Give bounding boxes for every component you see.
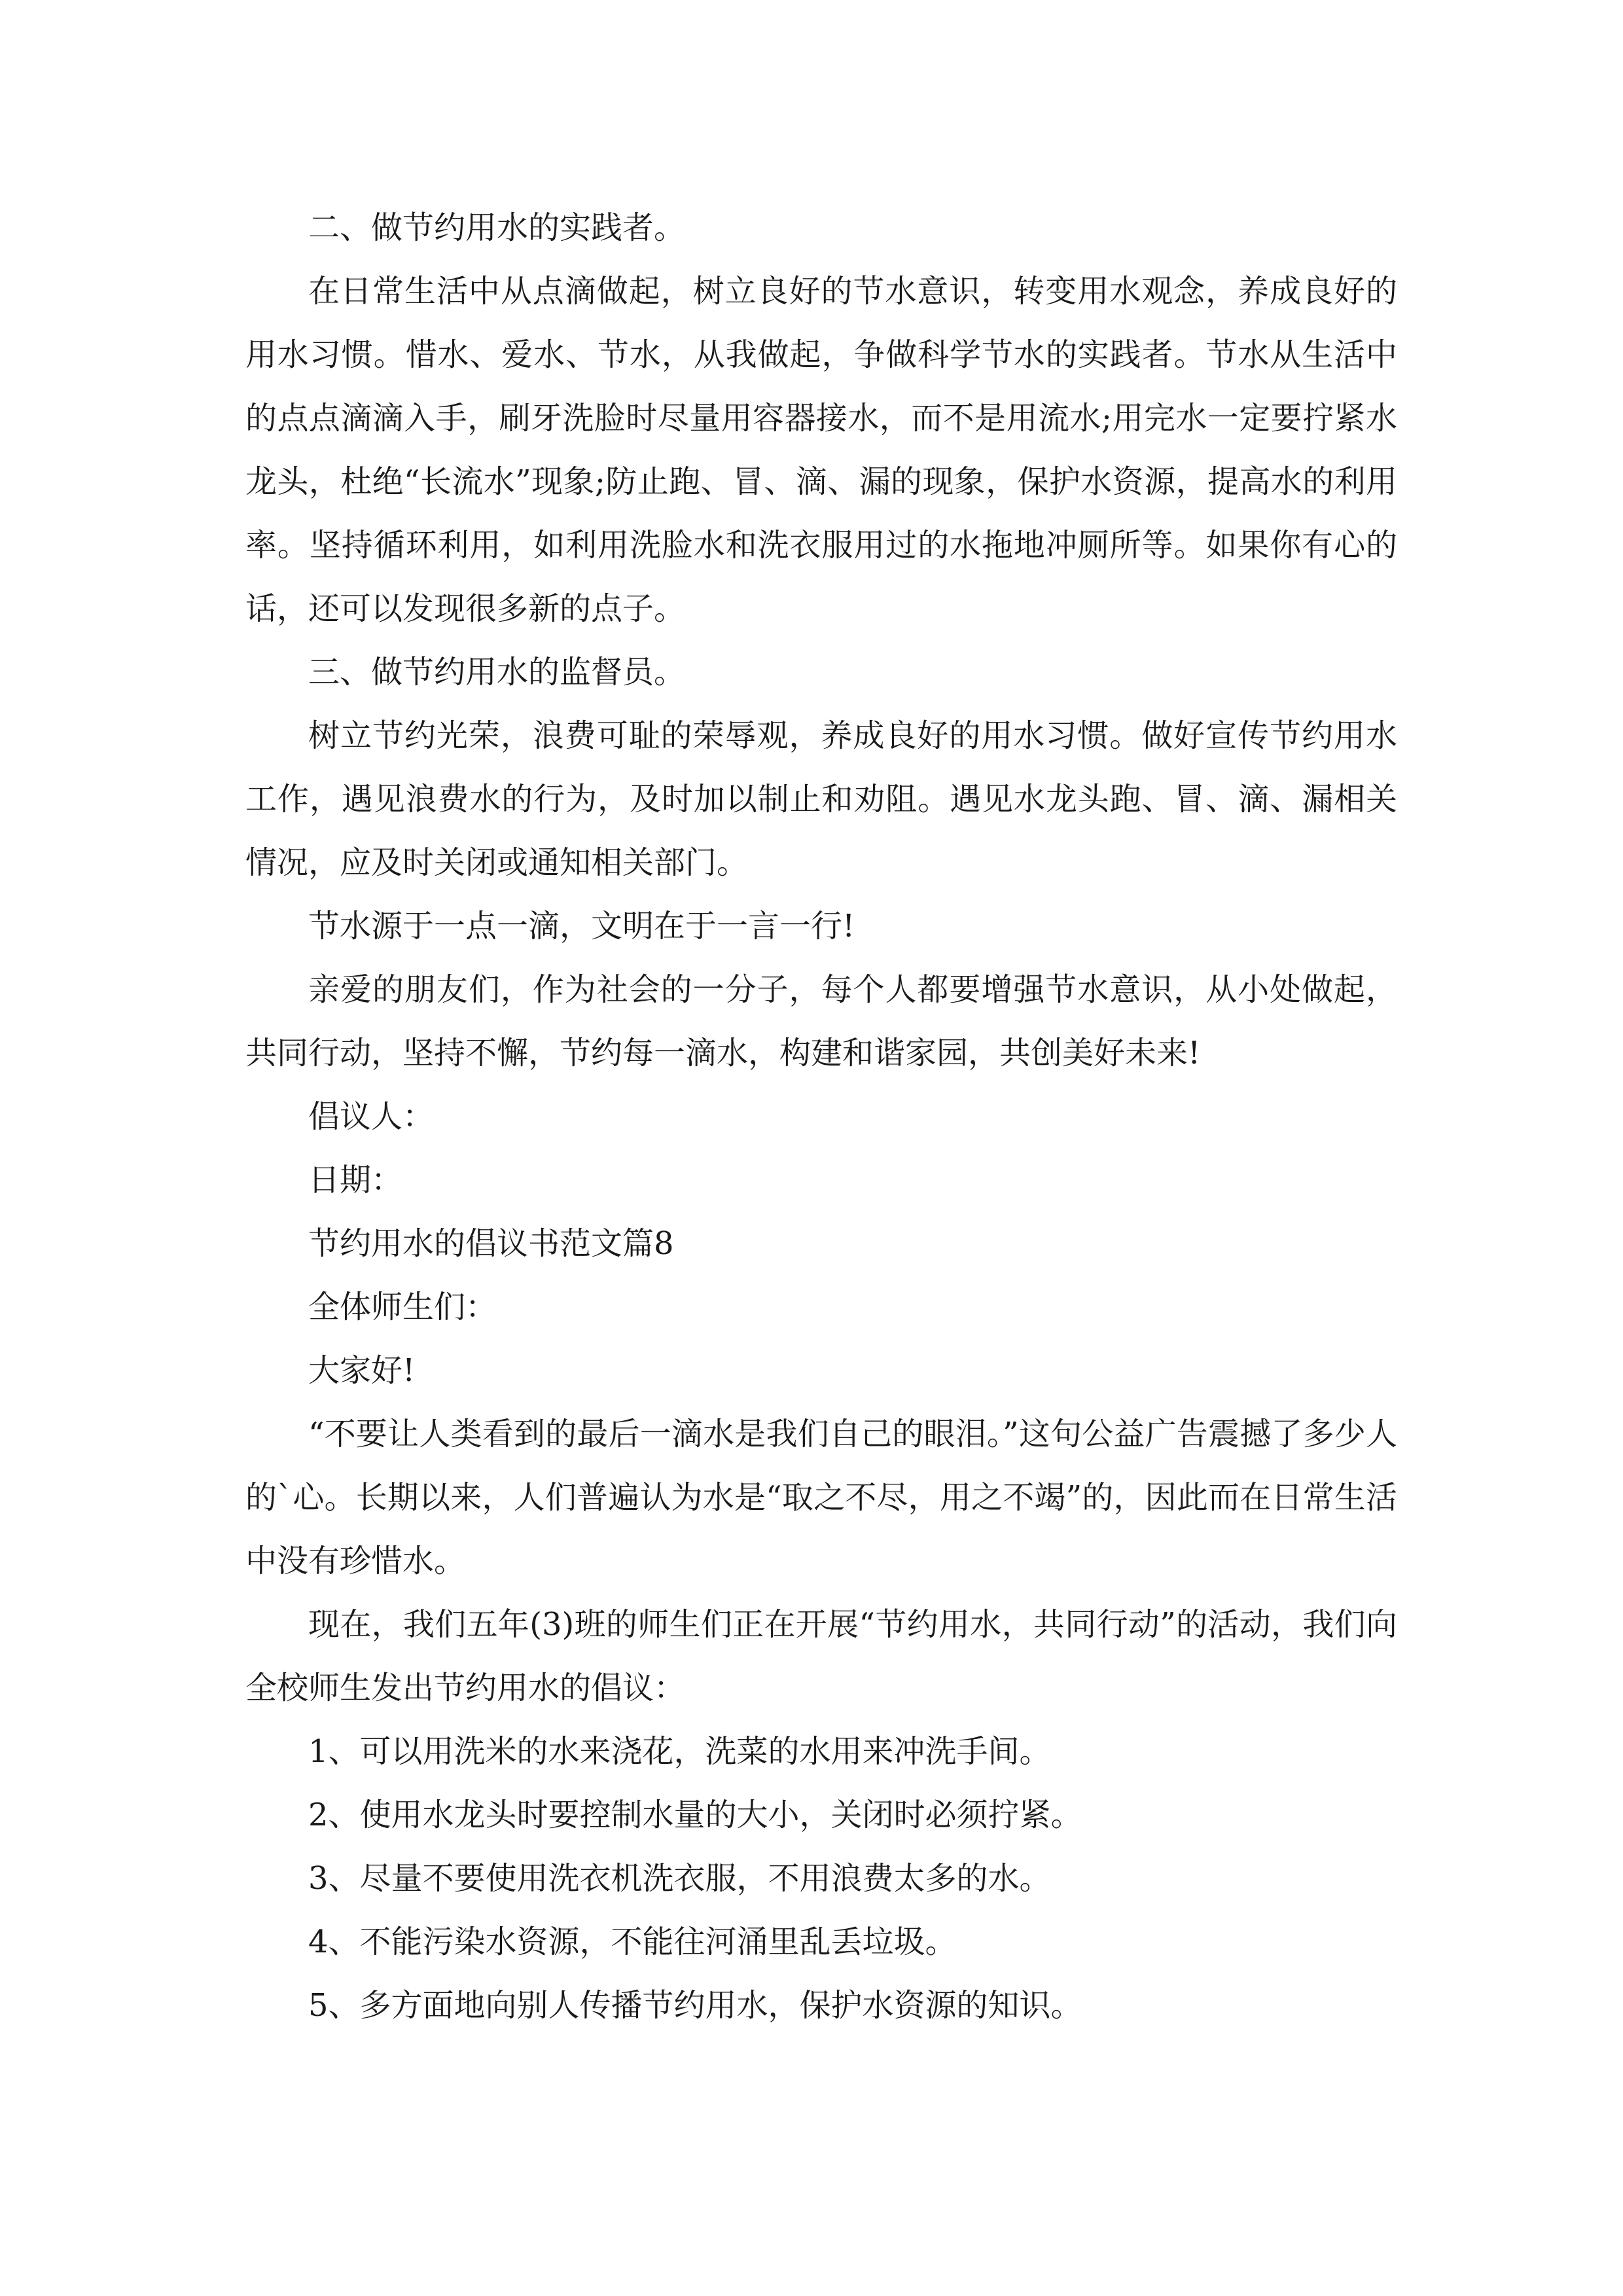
greeting: 大家好! bbox=[308, 1352, 416, 1389]
article-title: 节约用水的倡议书范文篇8 bbox=[308, 1225, 674, 1262]
section-heading-practice: 二、做节约用水的实践者。 bbox=[308, 209, 686, 246]
paragraph-slogan: 节水源于一点一滴，文明在于一言一行! bbox=[308, 908, 855, 944]
paragraph-appeal: 亲爱的朋友们，作为社会的一分子，每个人都要增强节水意识，从小处做起，共同行动，坚持不懈，节约每一滴水，构建和谐家园，共创美好未来! bbox=[245, 971, 1397, 1071]
document-body bbox=[245, 196, 1397, 2037]
salutation: 全体师生们： bbox=[308, 1289, 497, 1325]
paragraph-intro: “不要让人类看到的最后一滴水是我们自己的眼泪。”这句公益广告震撼了多少人的`心。长期以来，人们普遍认为水是“取之不尽，用之不竭”的，因此而在日常生活中没有珍惜水。 bbox=[245, 1416, 1397, 1579]
list-item: 5、多方面地向别人传播节约用水，保护水资源的知识。 bbox=[308, 1987, 1082, 2024]
paragraph-supervisor: 树立节约光荣，浪费可耻的荣辱观，养成良好的用水习惯。做好宣传节约用水工作，遇见浪费水的行为，及时加以制止和劝阻。遇见水龙头跑、冒、滴、漏相关情况，应及时关闭或通知相关部门。 bbox=[245, 717, 1397, 881]
list-item: 2、使用水龙头时要控制水量的大小，关闭时必须拧紧。 bbox=[308, 1797, 1082, 1833]
initiator-label: 倡议人： bbox=[308, 1098, 435, 1135]
list-item: 4、不能污染水资源，不能往河涌里乱丢垃圾。 bbox=[308, 1924, 957, 1960]
list-item: 3、尽量不要使用洗衣机洗衣服，不用浪费太多的水。 bbox=[308, 1860, 1051, 1897]
paragraph-practice: 在日常生活中从点滴做起，树立良好的节水意识，转变用水观念，养成良好的用水习惯。惜水、爱水、节水，从我做起，争做科学节水的实践者。节水从生活中的点点滴滴入手，刷牙洗脸时尽量用容器接水，而不是用流水;用完水一定要拧紧水龙头，杜绝“长流水”现象;防止跑、冒、滴、漏的现象，保护水资源，提高水的利用率。坚持循环利用，如利用洗脸水和洗衣服用过的水拖地冲厕所等。如果你有心的话，还可以发现很多新的点子。 bbox=[245, 273, 1397, 627]
list-item: 1、可以用洗米的水来浇花，洗菜的水用来冲洗手间。 bbox=[308, 1733, 1051, 1770]
section-heading-supervisor: 三、做节约用水的监督员。 bbox=[308, 654, 686, 691]
date-label: 日期： bbox=[308, 1162, 403, 1198]
paragraph-activity: 现在，我们五年(3)班的师生们正在开展“节约用水，共同行动”的活动，我们向全校师生发出节约用水的倡议： bbox=[245, 1606, 1397, 1706]
